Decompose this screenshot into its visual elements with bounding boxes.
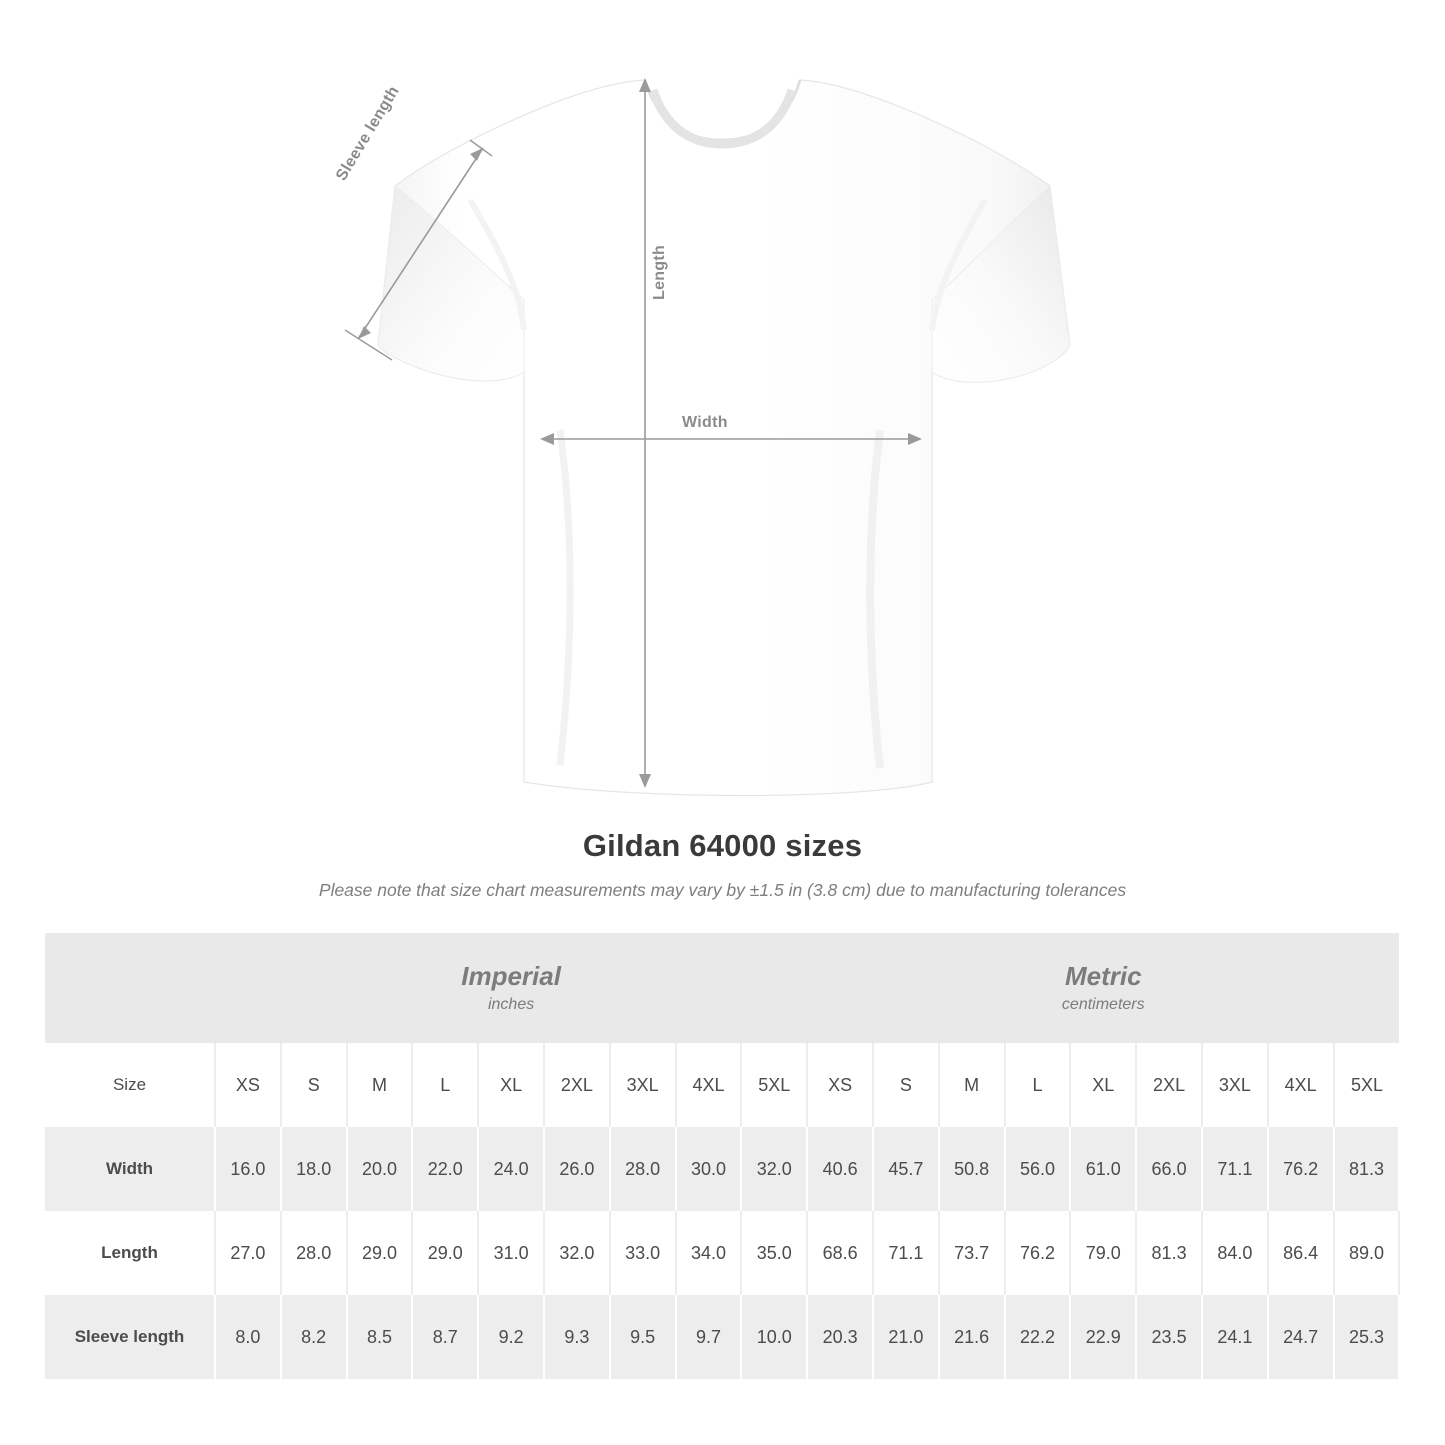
size-header-cell: XL (1070, 1043, 1136, 1127)
cell-value: 81.3 (1334, 1127, 1400, 1211)
cell-value: 30.0 (676, 1127, 742, 1211)
unit-header-metric (807, 933, 1399, 1043)
size-header-cell: 5XL (1334, 1043, 1400, 1127)
table-row (45, 1211, 1399, 1295)
cell-value: 79.0 (1070, 1211, 1136, 1295)
width-label: Width (682, 414, 728, 431)
cell-value: 18.0 (281, 1127, 347, 1211)
unit-header-row (45, 933, 1399, 1043)
cell-value: 9.2 (478, 1295, 544, 1379)
shirt-body (378, 80, 1070, 795)
cell-value: 9.3 (544, 1295, 610, 1379)
cell-value: 8.5 (347, 1295, 413, 1379)
cell-value: 32.0 (544, 1211, 610, 1295)
size-header-cell: S (873, 1043, 939, 1127)
cell-value: 16.0 (215, 1127, 281, 1211)
cell-value: 89.0 (1334, 1211, 1400, 1295)
cell-value: 9.5 (610, 1295, 676, 1379)
cell-value: 34.0 (676, 1211, 742, 1295)
size-header-cell: 2XL (1136, 1043, 1202, 1127)
size-header-cell: XL (478, 1043, 544, 1127)
cell-value: 71.1 (1202, 1127, 1268, 1211)
table-row (45, 1295, 1399, 1379)
cell-value: 66.0 (1136, 1127, 1202, 1211)
cell-value: 61.0 (1070, 1127, 1136, 1211)
cell-value: 21.6 (939, 1295, 1005, 1379)
size-row-label: Size (45, 1043, 215, 1127)
cell-value: 24.7 (1268, 1295, 1334, 1379)
cell-value: 56.0 (1005, 1127, 1071, 1211)
cell-value: 23.5 (1136, 1295, 1202, 1379)
cell-value: 28.0 (281, 1211, 347, 1295)
cell-value: 71.1 (873, 1211, 939, 1295)
unit-header-spacer (45, 933, 215, 1043)
size-header-row (45, 1043, 1399, 1127)
cell-value: 22.2 (1005, 1295, 1071, 1379)
table-row (45, 1127, 1399, 1211)
size-header-cell: S (281, 1043, 347, 1127)
cell-value: 20.0 (347, 1127, 413, 1211)
cell-value: 21.0 (873, 1295, 939, 1379)
cell-value: 20.3 (807, 1295, 873, 1379)
cell-value: 35.0 (741, 1211, 807, 1295)
size-header-cell: 3XL (1202, 1043, 1268, 1127)
cell-value: 8.2 (281, 1295, 347, 1379)
page-title: Gildan 64000 sizes (582, 828, 863, 863)
size-table (45, 933, 1400, 1379)
unit-name-imperial: Imperial (461, 960, 561, 991)
unit-name-metric: Metric (1064, 960, 1142, 991)
cell-value: 86.4 (1268, 1211, 1334, 1295)
size-header-cell: 4XL (676, 1043, 742, 1127)
cell-value: 29.0 (347, 1211, 413, 1295)
cell-value: 8.7 (412, 1295, 478, 1379)
cell-value: 73.7 (939, 1211, 1005, 1295)
row-label-sleeve-length: Sleeve length (45, 1295, 215, 1379)
cell-value: 84.0 (1202, 1211, 1268, 1295)
size-header-cell: 2XL (544, 1043, 610, 1127)
cell-value: 68.6 (807, 1211, 873, 1295)
row-label-length: Length (45, 1211, 215, 1295)
length-label: Length (651, 244, 668, 300)
cell-value: 76.2 (1268, 1127, 1334, 1211)
size-header-cell: M (347, 1043, 413, 1127)
cell-value: 22.0 (412, 1127, 478, 1211)
size-header-cell: L (412, 1043, 478, 1127)
unit-sub-metric: centimeters (1061, 996, 1145, 1014)
size-header-cell: 3XL (610, 1043, 676, 1127)
row-label-width: Width (45, 1127, 215, 1211)
size-header-cell: 4XL (1268, 1043, 1334, 1127)
cell-value: 26.0 (544, 1127, 610, 1211)
cell-value: 27.0 (215, 1211, 281, 1295)
cell-value: 10.0 (741, 1295, 807, 1379)
size-header-cell: XS (807, 1043, 873, 1127)
unit-header-imperial (215, 933, 807, 1043)
size-header-cell: 5XL (741, 1043, 807, 1127)
size-header-cell: L (1005, 1043, 1071, 1127)
unit-sub-imperial: inches (487, 996, 535, 1014)
cell-value: 25.3 (1334, 1295, 1400, 1379)
cell-value: 31.0 (478, 1211, 544, 1295)
cell-value: 28.0 (610, 1127, 676, 1211)
cell-value: 33.0 (610, 1211, 676, 1295)
cell-value: 81.3 (1136, 1211, 1202, 1295)
cell-value: 45.7 (873, 1127, 939, 1211)
size-table-wrapper (45, 933, 1400, 1379)
cell-value: 22.9 (1070, 1295, 1136, 1379)
cell-value: 40.6 (807, 1127, 873, 1211)
cell-value: 8.0 (215, 1295, 281, 1379)
cell-value: 24.0 (478, 1127, 544, 1211)
cell-value: 50.8 (939, 1127, 1005, 1211)
cell-value: 24.1 (1202, 1295, 1268, 1379)
size-header-cell: XS (215, 1043, 281, 1127)
cell-value: 76.2 (1005, 1211, 1071, 1295)
size-header-cell: M (939, 1043, 1005, 1127)
cell-value: 9.7 (676, 1295, 742, 1379)
sleeve-length-label: Sleeve length (333, 83, 403, 184)
cell-value: 29.0 (412, 1211, 478, 1295)
cell-value: 32.0 (741, 1127, 807, 1211)
measurement-note: Please note that size chart measurements may vary by ±1.5 in (3.8 cm) due to manufacturing tolerances (318, 880, 1127, 900)
